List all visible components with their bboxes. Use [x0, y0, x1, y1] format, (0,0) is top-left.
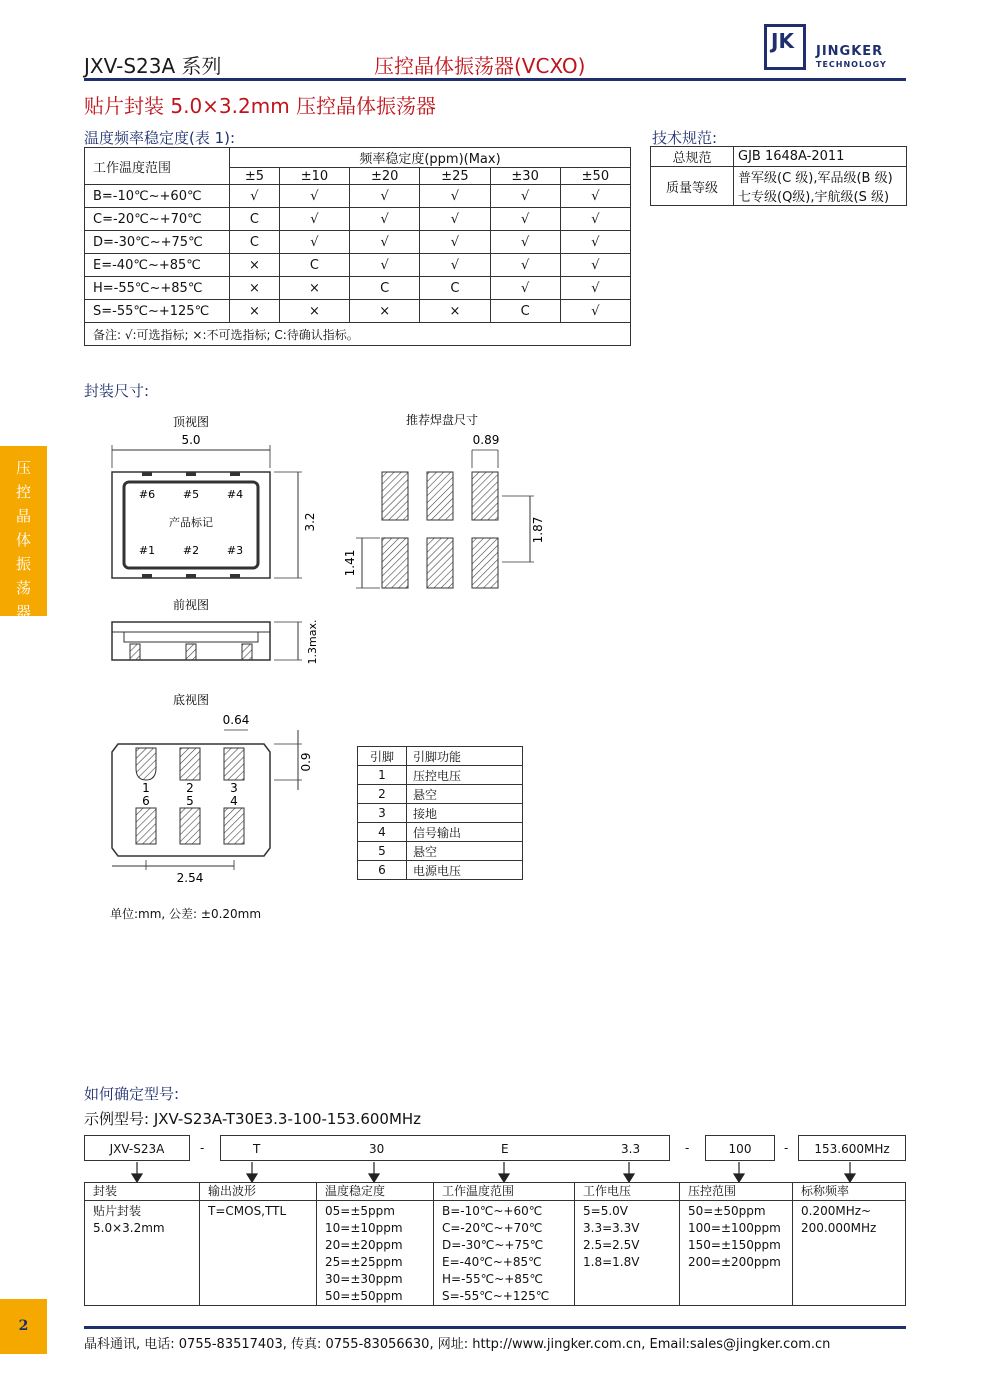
table-row — [85, 231, 631, 254]
code-arrows — [84, 1160, 906, 1184]
list-item: B=-10℃~+60℃ — [442, 1204, 543, 1218]
arrow-icon — [247, 1174, 257, 1182]
value-cell: √ — [420, 231, 490, 254]
table-row — [358, 823, 523, 842]
list-item: S=-55℃~+125℃ — [442, 1289, 550, 1303]
bottom-pad — [180, 808, 200, 844]
recommended-pad — [427, 538, 453, 588]
dim-pad-w: 0.89 — [472, 433, 500, 447]
arrow-icon — [132, 1174, 142, 1182]
sidebar-char: 晶 — [15, 507, 31, 525]
model-col-values — [85, 1201, 200, 1306]
code-dash: - — [685, 1141, 690, 1155]
dim-pad-height: 0.9 — [299, 752, 313, 772]
footer-rule — [84, 1326, 906, 1329]
value-cell: √ — [279, 208, 349, 231]
value-cell: C — [230, 231, 280, 254]
list-item: 25=±25ppm — [325, 1255, 403, 1269]
dim-pitch: 2.54 — [176, 871, 204, 885]
stability-note: 备注: √:可选指标; ×:不可选指标; C:待确认指标。 — [85, 323, 631, 346]
grade-label: 质量等级 — [651, 167, 734, 206]
stability-heading: 温度频率稳定度(表 1): — [84, 129, 236, 147]
value-cell: × — [279, 300, 349, 323]
value-cell: √ — [490, 277, 560, 300]
list-item: 200.000MHz — [801, 1221, 877, 1235]
list-item: T=CMOS,TTL — [208, 1204, 287, 1218]
value-cell: C — [490, 300, 560, 323]
model-col-values — [680, 1201, 793, 1306]
value-cell: √ — [490, 208, 560, 231]
table-row — [358, 785, 523, 804]
list-item: 05=±5ppm — [325, 1204, 395, 1218]
pin-label: #4 — [226, 488, 244, 501]
func-col-header: 引脚功能 — [407, 747, 523, 766]
front-lid — [124, 632, 258, 642]
pin-label: #2 — [182, 544, 200, 557]
list-item: 3.3=3.3V — [583, 1221, 640, 1235]
spec-heading: 技术规范: — [652, 129, 718, 147]
pin-function: 信号输出 — [407, 823, 523, 842]
arrow-icon — [369, 1174, 379, 1182]
sidebar-tab — [0, 446, 47, 621]
table-row — [358, 804, 523, 823]
value-cell: √ — [350, 185, 420, 208]
list-item: 0.200MHz~ — [801, 1204, 872, 1218]
sidebar-char: 振 — [15, 555, 31, 573]
value-cell: √ — [560, 277, 630, 300]
pin-number: 2 — [358, 785, 407, 804]
value-cell: √ — [560, 208, 630, 231]
arrow-icon — [845, 1174, 855, 1182]
pin-function: 悬空 — [407, 842, 523, 861]
arrow-icon — [734, 1174, 744, 1182]
pad-number: 4 — [230, 794, 238, 808]
list-item: 200=±200ppm — [688, 1255, 781, 1269]
front-pad — [186, 644, 196, 660]
pin-function: 压控电压 — [407, 766, 523, 785]
list-item: 20=±20ppm — [325, 1238, 403, 1252]
table-row — [85, 300, 631, 323]
pin-number: 1 — [358, 766, 407, 785]
value-cell: × — [230, 254, 280, 277]
pin-number: 3 — [358, 804, 407, 823]
value-cell: √ — [560, 185, 630, 208]
pad-number: 2 — [186, 781, 194, 795]
dim-max: 1.3max. — [306, 619, 319, 665]
sidebar-char: 器 — [15, 603, 31, 621]
sidebar-char: 控 — [15, 483, 31, 501]
code-part-stability: 30 — [369, 1142, 385, 1156]
recommended-pad — [382, 472, 408, 520]
company-logo — [764, 22, 909, 76]
logo-mark-box — [764, 24, 806, 70]
bottom-pad — [136, 808, 156, 844]
value-cell: √ — [490, 254, 560, 277]
pad-number: 3 — [230, 781, 238, 795]
col-header: ±10 — [279, 168, 349, 185]
recommended-pad — [382, 538, 408, 588]
value-cell: √ — [490, 231, 560, 254]
top-view-label: 顶视图 — [172, 415, 210, 429]
value-cell: C — [420, 277, 490, 300]
list-item: 5=5.0V — [583, 1204, 628, 1218]
recommended-pad — [472, 472, 498, 520]
header-rule — [84, 78, 906, 81]
dim-pad-h: 1.41 — [343, 549, 357, 577]
value-cell: √ — [350, 231, 420, 254]
pin-label: #6 — [138, 488, 156, 501]
dim-pad-width: 0.64 — [222, 713, 250, 727]
table-row — [85, 208, 631, 231]
table-row — [358, 842, 523, 861]
pin-table — [357, 746, 523, 880]
front-pad — [130, 644, 140, 660]
series-title: JXV-S23A 系列 — [84, 54, 222, 78]
table-row — [358, 861, 523, 880]
value-cell: × — [279, 277, 349, 300]
bottom-view-label: 底视图 — [172, 693, 210, 707]
pad-number: 1 — [142, 781, 150, 795]
model-example: 示例型号: JXV-S23A-T30E3.3-100-153.600MHz — [84, 1110, 422, 1128]
col-header: ±50 — [560, 168, 630, 185]
grade-line-2: 七专级(Q级),宇航级(S 级) — [734, 186, 907, 206]
pin-number: 6 — [358, 861, 407, 880]
model-col-header: 封装 — [85, 1183, 200, 1201]
value-cell: × — [420, 300, 490, 323]
code-part-freq: 153.600MHz — [798, 1135, 906, 1161]
arrow-icon — [499, 1174, 509, 1182]
list-item: 30=±30ppm — [325, 1272, 403, 1286]
code-group-box — [220, 1135, 670, 1161]
pin-function: 电源电压 — [407, 861, 523, 880]
sidebar-char: 压 — [15, 459, 31, 477]
col-header: ±25 — [420, 168, 490, 185]
value-cell: √ — [560, 300, 630, 323]
model-col-values — [793, 1201, 906, 1306]
table-row — [358, 766, 523, 785]
marking-label: 产品标记 — [169, 516, 213, 529]
model-col-header: 温度稳定度 — [317, 1183, 434, 1201]
page-number: 2 — [0, 1299, 47, 1354]
pin-label: #3 — [226, 544, 244, 557]
model-table — [84, 1182, 906, 1306]
value-cell: √ — [560, 254, 630, 277]
list-item: 2.5=2.5V — [583, 1238, 640, 1252]
code-dash: - — [200, 1141, 205, 1155]
range-cell: D=-30℃~+75℃ — [85, 231, 230, 254]
value-cell: C — [350, 277, 420, 300]
recommended-pad — [427, 472, 453, 520]
value-cell: C — [279, 254, 349, 277]
col-group-header: 频率稳定度(ppm)(Max) — [230, 148, 631, 168]
value-cell: × — [230, 300, 280, 323]
col-header: ±30 — [490, 168, 560, 185]
value-cell: √ — [350, 254, 420, 277]
code-part-package: JXV-S23A — [84, 1135, 190, 1161]
logo-name: JINGKER — [816, 44, 884, 59]
model-col-values — [317, 1201, 434, 1306]
list-item: 50=±50ppm — [325, 1289, 403, 1303]
front-pad — [242, 644, 252, 660]
model-col-header: 工作电压 — [575, 1183, 680, 1201]
sidebar-char: 荡 — [15, 579, 31, 597]
range-cell: C=-20℃~+70℃ — [85, 208, 230, 231]
logo-mark: JK — [771, 29, 794, 53]
sidebar-char: 体 — [15, 531, 31, 549]
col-range-header: 工作温度范围 — [85, 148, 230, 185]
bottom-pad — [224, 748, 244, 780]
list-item: H=-55℃~+85℃ — [442, 1272, 544, 1286]
pin-label: #1 — [138, 544, 156, 557]
code-part-output: T — [253, 1142, 261, 1156]
spec-table — [650, 146, 907, 206]
model-col-header: 压控范围 — [680, 1183, 793, 1201]
model-col-header: 标称频率 — [793, 1183, 906, 1201]
model-code-row — [84, 1135, 906, 1163]
value-cell: × — [350, 300, 420, 323]
list-item: 贴片封装 — [93, 1204, 142, 1218]
model-col-values — [434, 1201, 575, 1306]
value-cell: √ — [420, 185, 490, 208]
pin-number: 5 — [358, 842, 407, 861]
model-col-header: 工作温度范围 — [434, 1183, 575, 1201]
general-label: 总规范 — [651, 147, 734, 167]
recommended-pad — [472, 538, 498, 588]
list-item: E=-40℃~+85℃ — [442, 1255, 542, 1269]
value-cell: √ — [350, 208, 420, 231]
front-view-label: 前视图 — [172, 598, 210, 612]
code-part-voltage: 3.3 — [621, 1142, 641, 1156]
model-col-values — [575, 1201, 680, 1306]
dim-width: 5.0 — [181, 433, 201, 447]
value-cell: √ — [420, 208, 490, 231]
range-cell: H=-55℃~+85℃ — [85, 277, 230, 300]
value-cell: √ — [230, 185, 280, 208]
value-cell: C — [230, 208, 280, 231]
model-col-header: 输出波形 — [200, 1183, 317, 1201]
list-item: 150=±150ppm — [688, 1238, 781, 1252]
list-item: 5.0×3.2mm — [93, 1221, 165, 1235]
pad-number: 6 — [142, 794, 150, 808]
list-item: 100=±100ppm — [688, 1221, 781, 1235]
col-header: ±20 — [350, 168, 420, 185]
list-item: 1.8=1.8V — [583, 1255, 640, 1269]
model-heading: 如何确定型号: — [84, 1085, 180, 1103]
value-cell: √ — [420, 254, 490, 277]
footer-contact: 晶科通讯, 电话: 0755-83517403, 传真: 0755-83056630, 网址: http://www.jingker.com.cn, Email:sales@jingker.com.cn — [84, 1337, 831, 1352]
table-row — [85, 254, 631, 277]
stability-table — [84, 147, 631, 346]
bottom-pad — [180, 748, 200, 780]
dim-height: 3.2 — [303, 512, 317, 532]
pin-function: 悬空 — [407, 785, 523, 804]
table-row — [85, 277, 631, 300]
unit-note: 单位:mm, 公差: ±0.20mm — [110, 907, 262, 921]
code-dash: - — [784, 1141, 789, 1155]
code-part-pull: 100 — [705, 1135, 775, 1161]
list-item: C=-20℃~+70℃ — [442, 1221, 543, 1235]
list-item: D=-30℃~+75℃ — [442, 1238, 544, 1252]
range-cell: S=-55℃~+125℃ — [85, 300, 230, 323]
pin-number: 4 — [358, 823, 407, 842]
logo-sub: TECHNOLOGY — [816, 60, 887, 69]
bottom-pad — [224, 808, 244, 844]
arrow-icon — [624, 1174, 634, 1182]
range-cell: B=-10℃~+60℃ — [85, 185, 230, 208]
pin-label: #5 — [182, 488, 200, 501]
value-cell: √ — [279, 231, 349, 254]
dim-pad-pitch: 1.87 — [531, 516, 545, 544]
general-value: GJB 1648A-2011 — [734, 147, 907, 167]
pad-layout-title: 推荐焊盘尺寸 — [405, 413, 479, 427]
value-cell: × — [230, 277, 280, 300]
page-title: 贴片封装 5.0×3.2mm 压控晶体振荡器 — [84, 94, 437, 118]
value-cell: √ — [560, 231, 630, 254]
range-cell: E=-40℃~+85℃ — [85, 254, 230, 277]
pin-col-header: 引脚 — [358, 747, 407, 766]
table-row — [85, 185, 631, 208]
grade-line-1: 普军级(C 级),军品级(B 级) — [734, 167, 907, 187]
pad-number: 5 — [186, 794, 194, 808]
col-header: ±5 — [230, 168, 280, 185]
list-item: 50=±50ppm — [688, 1204, 766, 1218]
package-heading: 封装尺寸: — [84, 382, 150, 400]
pin-function: 接地 — [407, 804, 523, 823]
list-item: 10=±10ppm — [325, 1221, 403, 1235]
bottom-pad-pin1 — [136, 748, 156, 780]
value-cell: √ — [279, 185, 349, 208]
value-cell: √ — [490, 185, 560, 208]
model-col-values — [200, 1201, 317, 1306]
category-title: 压控晶体振荡器(VCXO) — [374, 54, 586, 78]
code-part-temp: E — [501, 1142, 509, 1156]
